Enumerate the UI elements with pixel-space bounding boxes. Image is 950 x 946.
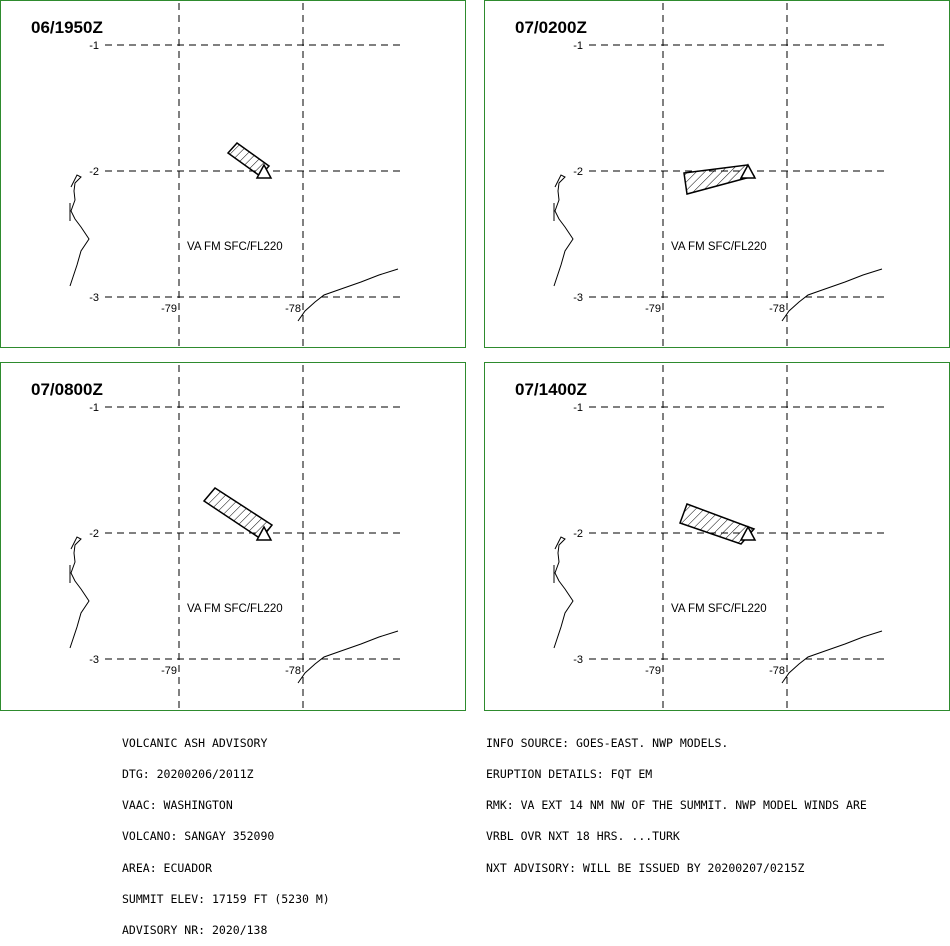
panel-time: 06/1950Z xyxy=(31,18,103,37)
panel-time: 07/0200Z xyxy=(515,18,587,37)
lat-label: -1 xyxy=(89,40,99,52)
lat-label: -3 xyxy=(89,292,99,304)
lat-label: -3 xyxy=(573,654,583,666)
va-label: VA FM SFC/FL220 xyxy=(671,603,767,615)
border-line xyxy=(782,269,882,321)
ash-plume-area xyxy=(684,165,754,194)
panel-time: 07/1400Z xyxy=(515,380,587,399)
map-canvas xyxy=(1,1,467,349)
advisory-line: INFO SOURCE: GOES-EAST. NWP MODELS. xyxy=(486,735,729,750)
coastline xyxy=(554,175,573,286)
coastline xyxy=(554,537,573,648)
border-line xyxy=(298,631,398,683)
lon-label: -79 xyxy=(161,665,177,677)
border-line xyxy=(298,269,398,321)
advisory-line: DTG: 20200206/2011Z xyxy=(122,767,254,782)
advisory-line: VAAC: WASHINGTON xyxy=(122,798,233,813)
advisory-line: VOLCANO: SANGAY 352090 xyxy=(122,829,275,844)
advisory-line: RMK: VA EXT 14 NM NW OF THE SUMMIT. NWP MODEL WINDS ARE xyxy=(486,798,867,813)
advisory-line: SUMMIT ELEV: 17159 FT (5230 M) xyxy=(122,891,330,906)
lon-label: -78 xyxy=(285,665,301,677)
va-label: VA FM SFC/FL220 xyxy=(671,241,767,253)
map-panel-3 xyxy=(0,362,466,711)
lat-label: -1 xyxy=(89,402,99,414)
map-panel-4 xyxy=(484,362,950,711)
coastline xyxy=(70,537,89,648)
border-line xyxy=(782,631,882,683)
lat-label: -3 xyxy=(89,654,99,666)
lon-label: -79 xyxy=(645,665,661,677)
va-label: VA FM SFC/FL220 xyxy=(187,603,283,615)
lat-label: -2 xyxy=(573,166,583,178)
advisory-line: VRBL OVR NXT 18 HRS. ...TURK xyxy=(486,829,680,844)
advisory-right-text xyxy=(486,717,867,883)
map-panel-1 xyxy=(0,0,466,348)
lon-label: -78 xyxy=(769,665,785,677)
lat-label: -1 xyxy=(573,402,583,414)
map-panel-2 xyxy=(484,0,950,348)
lat-label: -2 xyxy=(573,528,583,540)
advisory-line: NXT ADVISORY: WILL BE ISSUED BY 20200207/0215Z xyxy=(486,860,805,875)
advisory-left-text xyxy=(122,717,330,946)
advisory-line: ERUPTION DETAILS: FQT EM xyxy=(486,767,653,782)
lon-label: -79 xyxy=(645,303,661,315)
advisory-line: ADVISORY NR: 2020/138 xyxy=(122,923,268,938)
lat-label: -3 xyxy=(573,292,583,304)
lat-label: -2 xyxy=(89,166,99,178)
lon-label: -78 xyxy=(285,303,301,315)
lat-label: -2 xyxy=(89,528,99,540)
lat-label: -1 xyxy=(573,40,583,52)
coastline xyxy=(70,175,89,286)
advisory-line: AREA: ECUADOR xyxy=(122,860,213,875)
advisory-line: VOLCANIC ASH ADVISORY xyxy=(122,735,268,750)
lon-label: -79 xyxy=(161,303,177,315)
map-canvas xyxy=(485,363,950,712)
lon-label: -78 xyxy=(769,303,785,315)
panel-time: 07/0800Z xyxy=(31,380,103,399)
va-label: VA FM SFC/FL220 xyxy=(187,241,283,253)
map-canvas xyxy=(485,1,950,349)
map-canvas xyxy=(1,363,467,712)
